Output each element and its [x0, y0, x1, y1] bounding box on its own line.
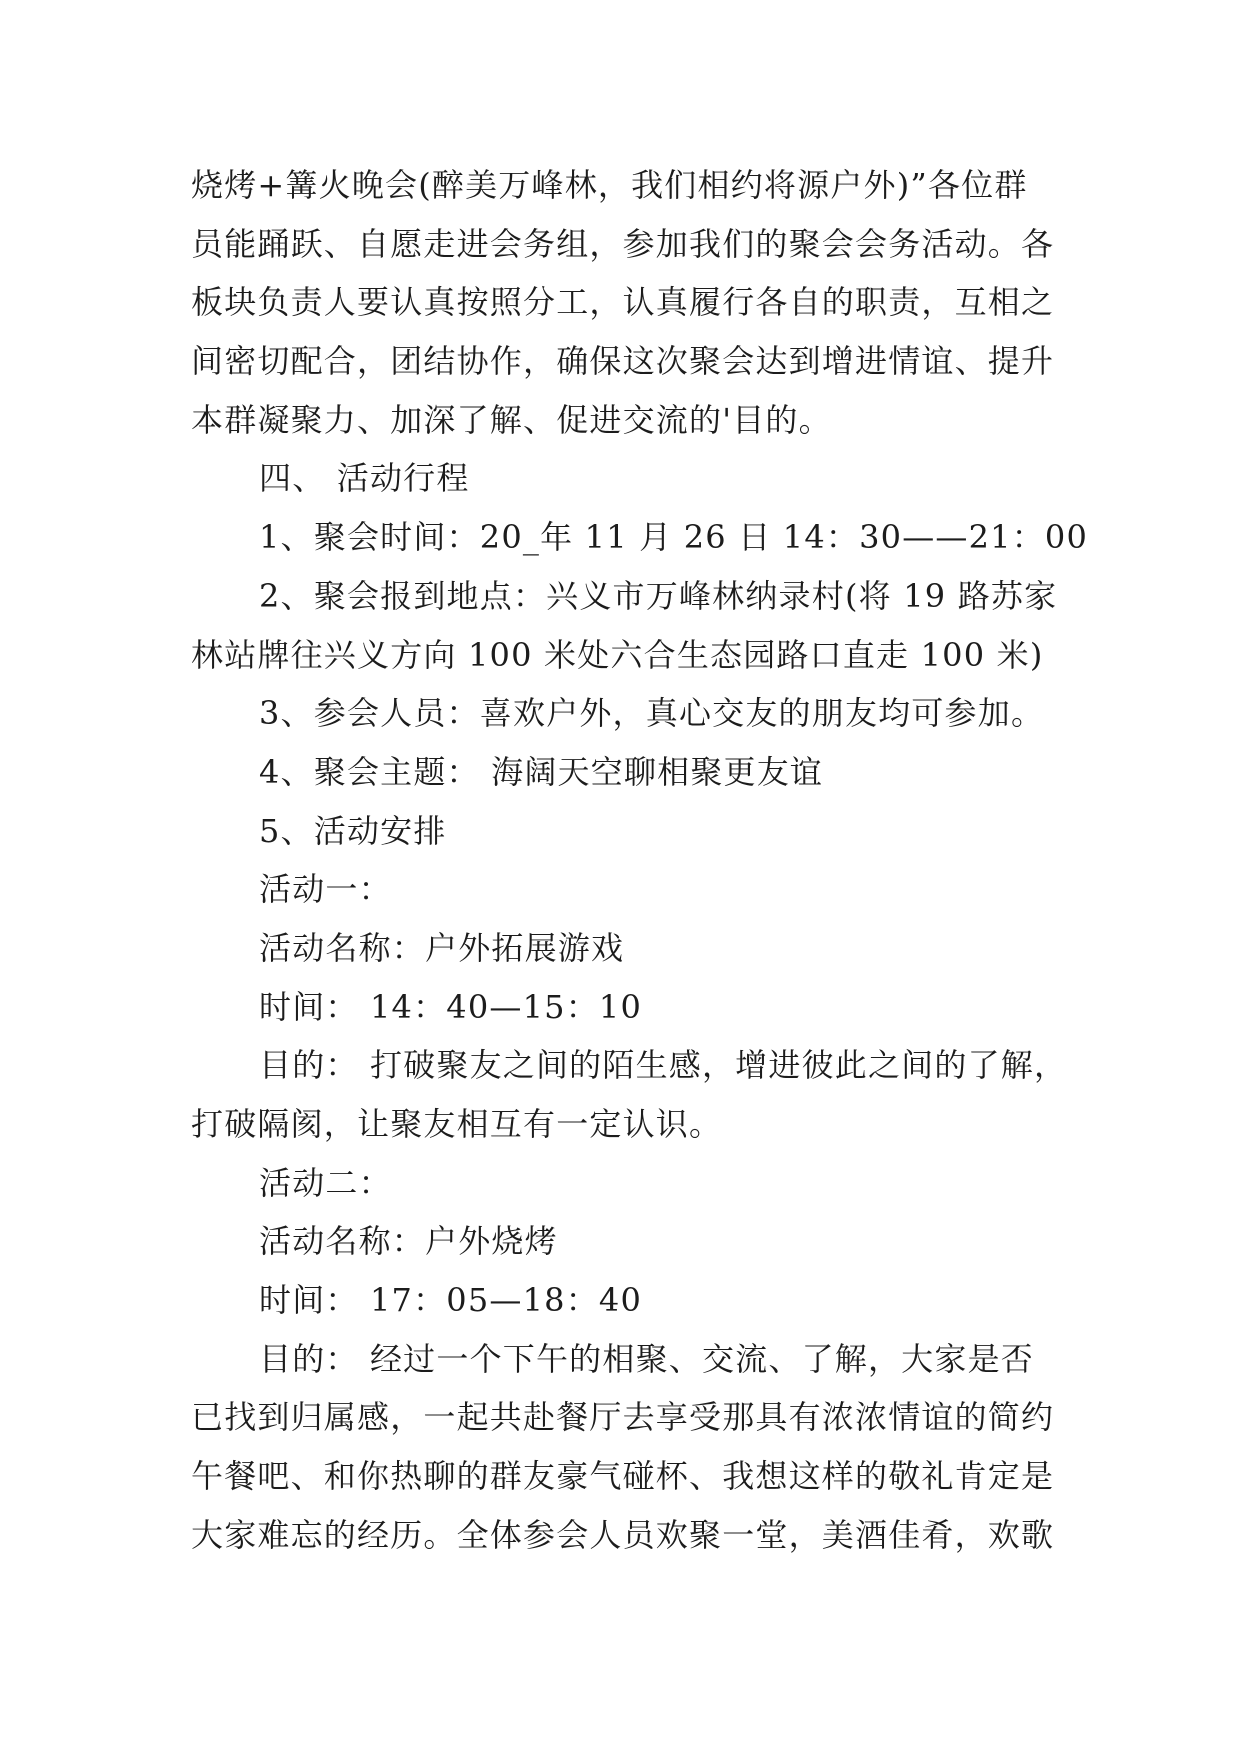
- text-line: 已找到归属感，一起共赴餐厅去享受那具有浓浓情谊的简约: [191, 1398, 1055, 1437]
- activity-one-heading: [191, 860, 1091, 919]
- activity-two-purpose: [191, 1330, 1091, 1565]
- activity-two-heading: [191, 1154, 1091, 1213]
- text-line: 1、聚会时间：20_年 11 月 26 日 14：30——21：00: [259, 518, 1089, 557]
- text-line: 本群凝聚力、加深了解、促进交流的'目的。: [191, 400, 832, 439]
- text-line: 活动一：: [259, 870, 392, 909]
- schedule-item-arrangement: [191, 802, 1091, 861]
- text-line: 5、活动安排: [259, 811, 447, 850]
- text-line: 活动二：: [259, 1163, 392, 1202]
- text-line: 板块负责人要认真按照分工，认真履行各自的职责，互相之: [191, 283, 1055, 322]
- intro-paragraph: [191, 156, 1091, 449]
- text-line: 时间： 17：05—18：40: [259, 1281, 643, 1320]
- text-line: 烧烤+篝火晚会(醉美万峰林，我们相约将源户外)”各位群: [191, 166, 1028, 204]
- activity-two-time: [191, 1271, 1091, 1330]
- text-line: 林站牌往兴义方向 100 米处六合生态园路口直走 100 米): [191, 635, 1044, 674]
- activity-one-name: [191, 919, 1091, 978]
- text-line: 大家难忘的经历。全体参会人员欢聚一堂，美酒佳肴，欢歌: [191, 1515, 1055, 1554]
- section-heading-text: 四、 活动行程: [259, 459, 470, 498]
- schedule-item-attendees: [191, 684, 1091, 743]
- text-line: 午餐吧、和你热聊的群友豪气碰杯、我想这样的敬礼肯定是: [191, 1457, 1055, 1496]
- text-line: 打破隔阂，让聚友相互有一定认识。: [191, 1105, 723, 1143]
- text-line: 员能踊跃、自愿走进会务组，参加我们的聚会会务活动。各: [191, 224, 1055, 263]
- schedule-item-time: [191, 508, 1091, 567]
- text-line: 2、聚会报到地点：兴义市万峰林纳录村(将 19 路苏家: [259, 576, 1058, 615]
- activity-two-name: [191, 1212, 1091, 1271]
- text-line: 3、参会人员：喜欢户外，真心交友的朋友均可参加。: [259, 694, 1045, 733]
- text-line: 活动名称：户外烧烤: [259, 1222, 558, 1261]
- text-line: 目的： 经过一个下午的相聚、交流、了解，大家是否: [259, 1339, 1034, 1378]
- section-heading: [191, 449, 1091, 508]
- text-line: 时间： 14：40—15：10: [259, 987, 643, 1026]
- schedule-item-location: [191, 567, 1091, 684]
- text-line: 间密切配合，团结协作，确保这次聚会达到增进情谊、提升: [191, 342, 1055, 381]
- text-line: 目的： 打破聚友之间的陌生感，增进彼此之间的了解，: [259, 1046, 1068, 1085]
- text-line: 4、聚会主题： 海阔天空聊相聚更友谊: [259, 752, 824, 791]
- text-line: 活动名称：户外拓展游戏: [259, 928, 625, 967]
- activity-one-time: [191, 978, 1091, 1037]
- schedule-item-theme: [191, 743, 1091, 802]
- activity-one-purpose: [191, 1036, 1091, 1153]
